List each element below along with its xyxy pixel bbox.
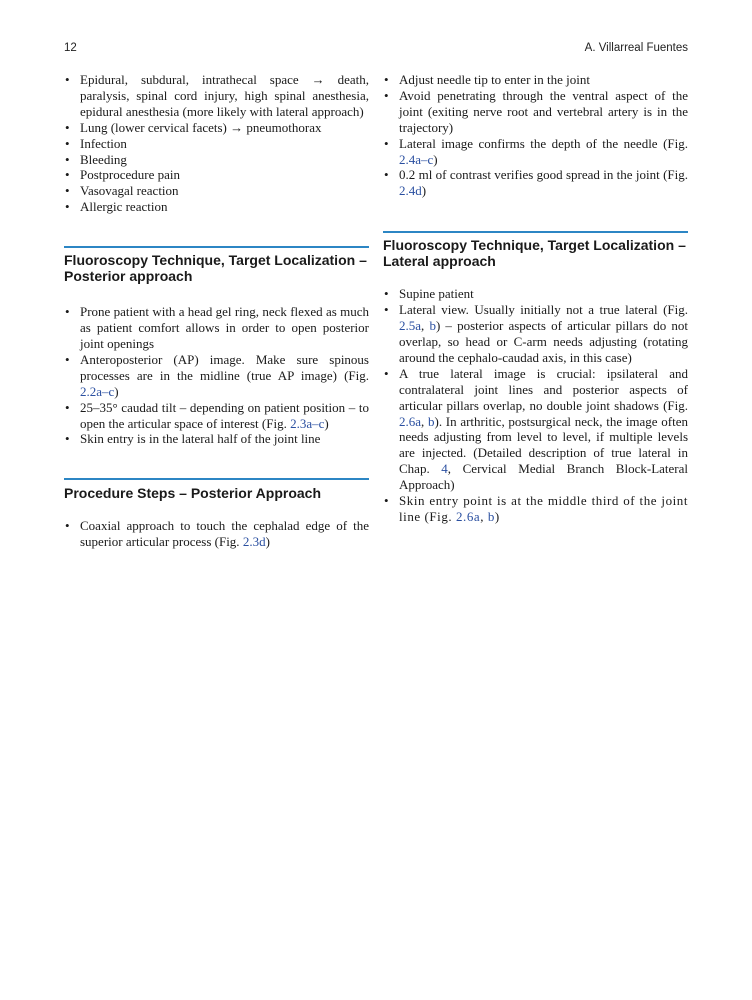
figure-link[interactable]: 2.5a — [399, 318, 422, 334]
section-list — [64, 518, 369, 550]
list-item: • Lateral image confirms the depth of the needle (Fig. 2.4a–c) — [383, 136, 688, 168]
figure-link[interactable]: 2.6a — [455, 508, 481, 524]
list-item: • Lateral view. Usually initially not a true lateral (Fig. 2.5a, b) – posterior aspects of articular pillars do not overlap, so head or C-arm needs adjusting (rotating around the cephalo-caudad axis, in this case) — [383, 302, 688, 366]
section-title: Fluoroscopy Technique, Target Localization – Lateral approach — [383, 237, 686, 270]
complications-list — [64, 72, 369, 215]
figure-link[interactable]: b — [429, 318, 436, 334]
figure-link[interactable]: 2.4a–c — [399, 151, 434, 167]
list-item: • Vasovagal reaction — [64, 183, 369, 199]
list-item: • Anteroposterior (AP) image. Make sure spinous processes are in the midline (true AP image) (Fig. 2.2a–c) — [64, 352, 369, 400]
section-title: Procedure Steps – Posterior Approach — [64, 485, 321, 502]
procedure-steps-list — [383, 72, 688, 199]
list-item: • Skin entry is in the lateral half of the joint line — [64, 431, 369, 447]
list-item: • Infection — [64, 136, 369, 152]
list-item: • Postprocedure pain — [64, 167, 369, 183]
list-item: • Bleeding — [64, 152, 369, 168]
section-rule — [64, 478, 369, 480]
section-rule — [64, 246, 369, 248]
figure-link[interactable]: 2.3a–c — [290, 415, 325, 431]
list-item: • Adjust needle tip to enter in the joint — [383, 72, 688, 88]
section-posterior-fluoroscopy — [64, 246, 369, 447]
list-item: • 25–35° caudad tilt – depending on patient position – to open the articular space of interest (Fig. 2.3a–c) — [64, 400, 369, 432]
list-item: • A true lateral image is crucial: ipsilateral and contralateral joint lines and posterior aspects of articular pillars overlap, no double joint shadows (Fig. 2.6a, b). In arthritic, postsurgical neck, the image often needs adjusting from level to level, if multiple levels are injected. (Detailed description of true lateral in Chap. 4, Cervical Medial Branch Block-Lateral Approach) — [383, 366, 688, 493]
figure-link[interactable]: 2.3d — [242, 534, 266, 550]
left-column — [64, 72, 369, 550]
chapter-link[interactable]: 4 — [441, 461, 448, 477]
section-list — [64, 304, 369, 447]
list-item: • Lung (lower cervical facets) → pneumothorax — [64, 120, 369, 136]
figure-link[interactable]: 2.6a — [399, 413, 422, 429]
list-item: • Avoid penetrating through the ventral aspect of the joint (exiting nerve root and vertebral artery is in the trajectory) — [383, 88, 688, 136]
list-item: • Prone patient with a head gel ring, neck flexed as much as patient comfort allows in order to open posterior joint openings — [64, 304, 369, 352]
list-item: • Coaxial approach to touch the cephalad edge of the superior articular process (Fig. 2.3d) — [64, 518, 369, 550]
section-list — [383, 286, 688, 525]
section-lateral-fluoroscopy — [383, 231, 688, 525]
right-column — [383, 72, 688, 525]
section-procedure-steps — [64, 478, 369, 550]
figure-link[interactable]: b — [487, 508, 495, 524]
page-number: 12 — [64, 42, 77, 54]
list-item: • Allergic reaction — [64, 199, 369, 215]
list-item: • 0.2 ml of contrast verifies good spread in the joint (Fig. 2.4d) — [383, 167, 688, 199]
list-item: • Skin entry point is at the middle third of the joint line (Fig. 2.6a, b) — [383, 493, 688, 525]
section-rule — [383, 231, 688, 233]
figure-link[interactable]: 2.4d — [399, 183, 422, 199]
running-author: A. Villarreal Fuentes — [584, 42, 688, 54]
page-header — [64, 42, 688, 60]
section-title: Fluoroscopy Technique, Target Localization – Posterior approach — [64, 252, 367, 285]
figure-link[interactable]: 2.2a–c — [80, 383, 115, 399]
list-item: • Epidural, subdural, intrathecal space → death, paralysis, spinal cord injury, high spinal anesthesia, epidural anesthesia (more likely with lateral approach) — [64, 72, 369, 120]
list-item: • Supine patient — [383, 286, 688, 302]
figure-link[interactable]: b — [428, 413, 435, 429]
